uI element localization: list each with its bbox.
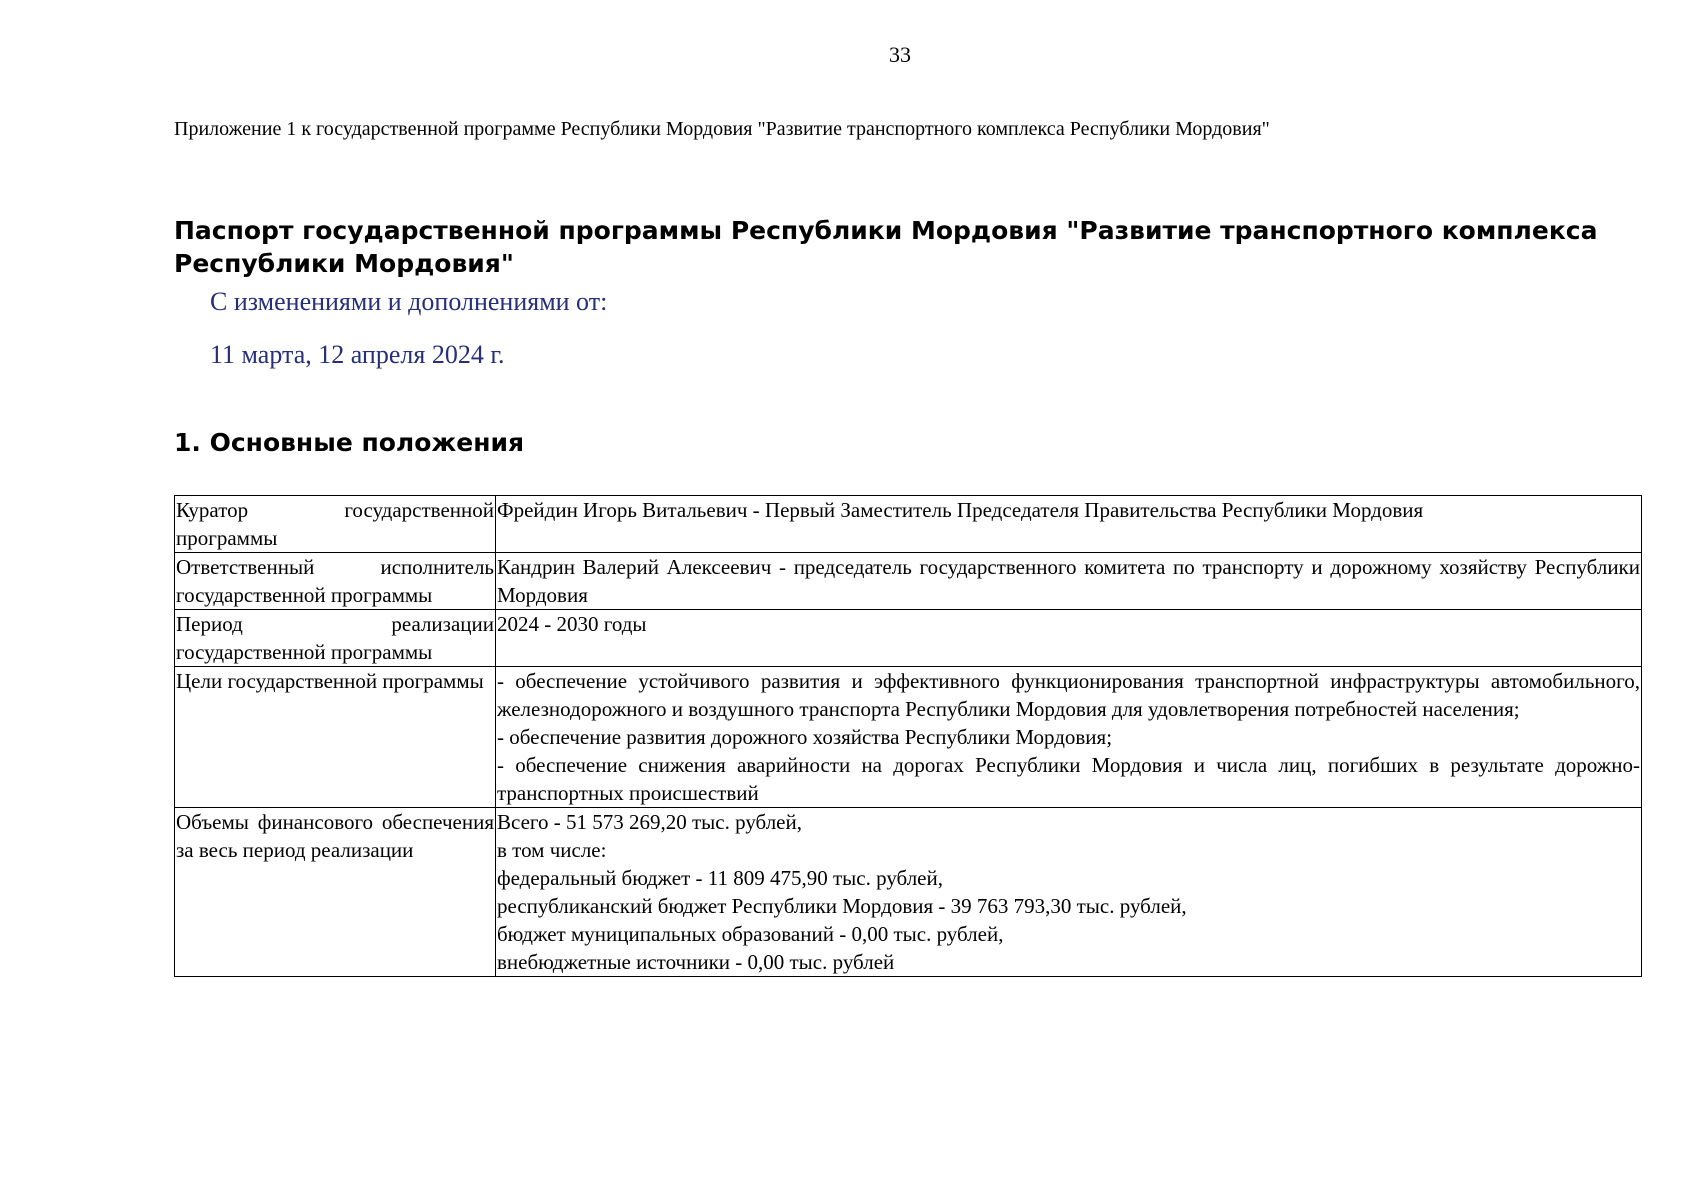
value-line: - обеспечение развития дорожного хозяйства Республики Мордовия;	[497, 725, 1113, 749]
appendix-note: Приложение 1 к государственной программе Республики Мордовия "Развитие транспортного комплекса Республики Мордовия"	[174, 118, 1270, 140]
table-row	[175, 496, 1642, 553]
changes-dates-link[interactable]: 11 марта, 12 апреля 2024 г.	[210, 340, 505, 369]
page-number: 33	[889, 42, 911, 67]
value-line: республиканский бюджет Республики Мордовия - 39 763 793,30 тыс. рублей,	[497, 894, 1187, 918]
row-label: Период реализации государственной программы	[175, 610, 496, 667]
value-line: - обеспечение устойчивого развития и эффективного функционирования транспортной инфраструктуры автомобильного, железнодорожного и воздушного транспорта Республики Мордовия для удовлетворения потребностей населения;	[497, 669, 1640, 721]
table-row	[175, 610, 1642, 667]
value-line: Кандрин Валерий Алексеевич - председатель государственного комитета по транспорту и дорожному хозяйству Республики Мордовия	[497, 555, 1640, 607]
row-label: Объемы финансового обеспечения за весь период реализации	[175, 808, 496, 977]
value-line: федеральный бюджет - 11 809 475,90 тыс. рублей,	[497, 866, 943, 890]
row-label: Куратор государственной программы	[175, 496, 496, 553]
document-title: Паспорт государственной программы Республики Мордовия "Развитие транспортного комплекса Республики Мордовия"	[174, 216, 1598, 278]
row-value	[496, 667, 1642, 808]
row-value	[496, 553, 1642, 610]
value-line: - обеспечение снижения аварийности на дорогах Республики Мордовия и числа лиц, погибших в результате дорожно-транспортных происшествий	[497, 753, 1640, 805]
table-row	[175, 808, 1642, 977]
table-row	[175, 667, 1642, 808]
row-label: Цели государственной программы	[175, 667, 496, 808]
changes-intro: С изменениями и дополнениями от:	[210, 287, 608, 316]
value-line: Фрейдин Игорь Витальевич - Первый Заместитель Председателя Правительства Республики Мордовия	[497, 498, 1424, 522]
value-line: 2024 - 2030 годы	[497, 612, 647, 636]
passport-table	[174, 495, 1642, 977]
value-line: в том числе:	[497, 838, 607, 862]
row-value	[496, 610, 1642, 667]
section-heading: 1. Основные положения	[174, 428, 525, 457]
value-line: бюджет муниципальных образований - 0,00 тыс. рублей,	[497, 922, 1004, 946]
row-value	[496, 808, 1642, 977]
row-value	[496, 496, 1642, 553]
row-label: Ответственный исполнитель государственной программы	[175, 553, 496, 610]
table-row	[175, 553, 1642, 610]
value-line: внебюджетные источники - 0,00 тыс. рублей	[497, 950, 895, 974]
value-line: Всего - 51 573 269,20 тыс. рублей,	[497, 810, 802, 834]
